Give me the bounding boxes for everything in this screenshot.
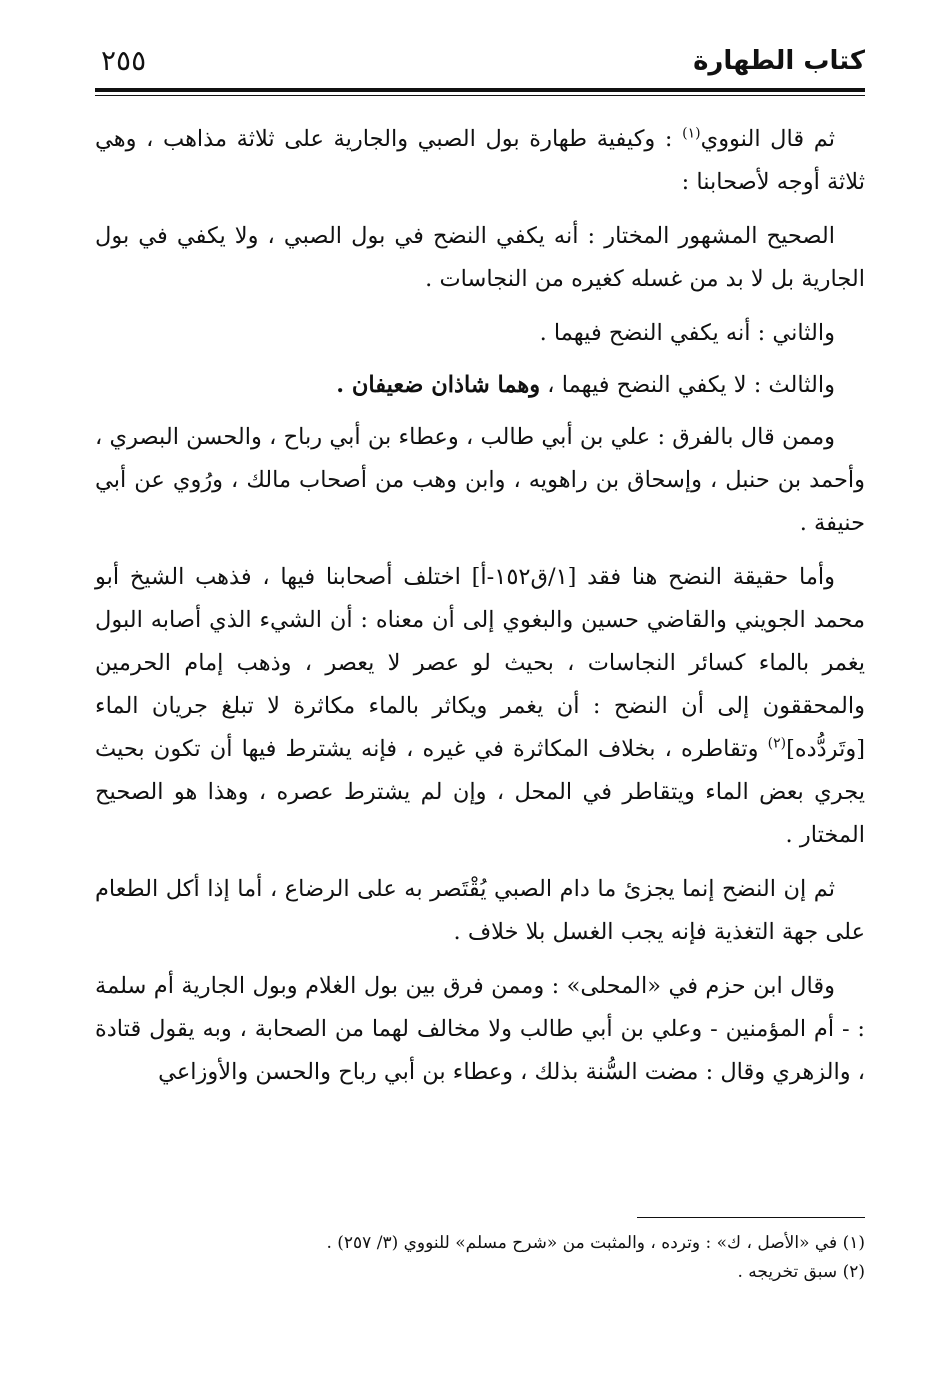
running-title: كتاب الطهارة	[693, 46, 865, 76]
page-number: ٢٥٥	[101, 44, 147, 77]
paragraph-4-bold-text: وهما شاذان ضعيفان .	[336, 372, 541, 398]
header-rule-thick	[95, 88, 865, 92]
paragraph-4-text-a: والثالث : لا يكفي النضح فيهما ،	[540, 372, 835, 398]
paragraph-4	[95, 364, 865, 407]
footnote-ref-1: (١)	[682, 125, 701, 142]
main-text	[95, 118, 865, 1105]
page-header	[95, 36, 865, 86]
paragraph-3: والثاني : أنه يكفي النضح فيهما .	[539, 320, 835, 346]
paragraph-6-text-a: وأما حقيقة النضح هنا فقد [١/ق١٥٢-أ] اختلف أصحابنا فيها ، فذهب الشيخ أبو محمد الجويني والقاضي حسين والبغوي إلى أن معناه : أن الشيء الذي أصابه البول يغمر بالماء كسائر النجاسات ، بحيث لو عصر لا يعصر ، وذهب إمام الحرمين والمحققون إلى أن النضح : أن يغمر ويكاثر بالماء مكاثرة لا تبلغ جريان الماء [وتَردُّده]	[95, 564, 865, 762]
paragraph-1-text-b: : وكيفية طهارة بول الصبي والجارية على ثلاثة مذاهب ، وهي ثلاثة أوجه لأصحابنا :	[95, 126, 865, 195]
header-rule-thin	[95, 95, 865, 96]
footnotes	[95, 1229, 865, 1287]
paragraph-5: وممن قال بالفرق : علي بن أبي طالب ، وعطاء بن أبي رباح ، والحسن البصري ، وأحمد بن حنبل ، وإسحاق بن راهويه ، وابن وهب من أصحاب مالك ، ورُوي عن أبي حنيفة .	[95, 424, 865, 536]
paragraph-7: ثم إن النضح إنما يجزئ ما دام الصبي يُقْتَصر به على الرضاع ، أما إذا أكل الطعام على جهة التغذية فإنه يجب الغسل بلا خلاف .	[95, 876, 865, 945]
paragraph-1	[95, 118, 865, 204]
footnote-separator	[637, 1217, 865, 1218]
paragraph-6-text-b: وتقاطره ، بخلاف المكاثرة في غيره ، فإنه يشترط فيها أن تكون بحيث يجري بعض الماء ويتقاطر في المحل ، وإن لم يشترط عصره ، وهذا هو الصحيح المختار .	[95, 736, 865, 848]
paragraph-2: الصحيح المشهور المختار : أنه يكفي النضح في بول الصبي ، ولا يكفي في بول الجارية بل لا بد من غسله كغيره من النجاسات .	[95, 223, 865, 292]
footnote-1: (١) في «الأصل ، ك» : وترده ، والمثبت من «شرح مسلم» للنووي (٣/ ٢٥٧) .	[326, 1233, 865, 1253]
book-page	[95, 36, 865, 1356]
paragraph-8: وقال ابن حزم في «المحلى» : وممن فرق بين بول الغلام وبول الجارية أم سلمة : - أم المؤمنين - وعلي بن أبي طالب ولا مخالف لهما من الصحابة ، وبه يقول قتادة ، والزهري وقال : مضت السُّنة بذلك ، وعطاء بن أبي رباح والحسن والأوزاعي	[95, 973, 865, 1085]
paragraph-6	[95, 556, 865, 857]
paragraph-1-text-a: ثم قال النووي	[700, 126, 835, 152]
footnote-2: (٢) سبق تخريجه .	[737, 1262, 865, 1282]
footnote-ref-2: (٢)	[767, 735, 787, 752]
